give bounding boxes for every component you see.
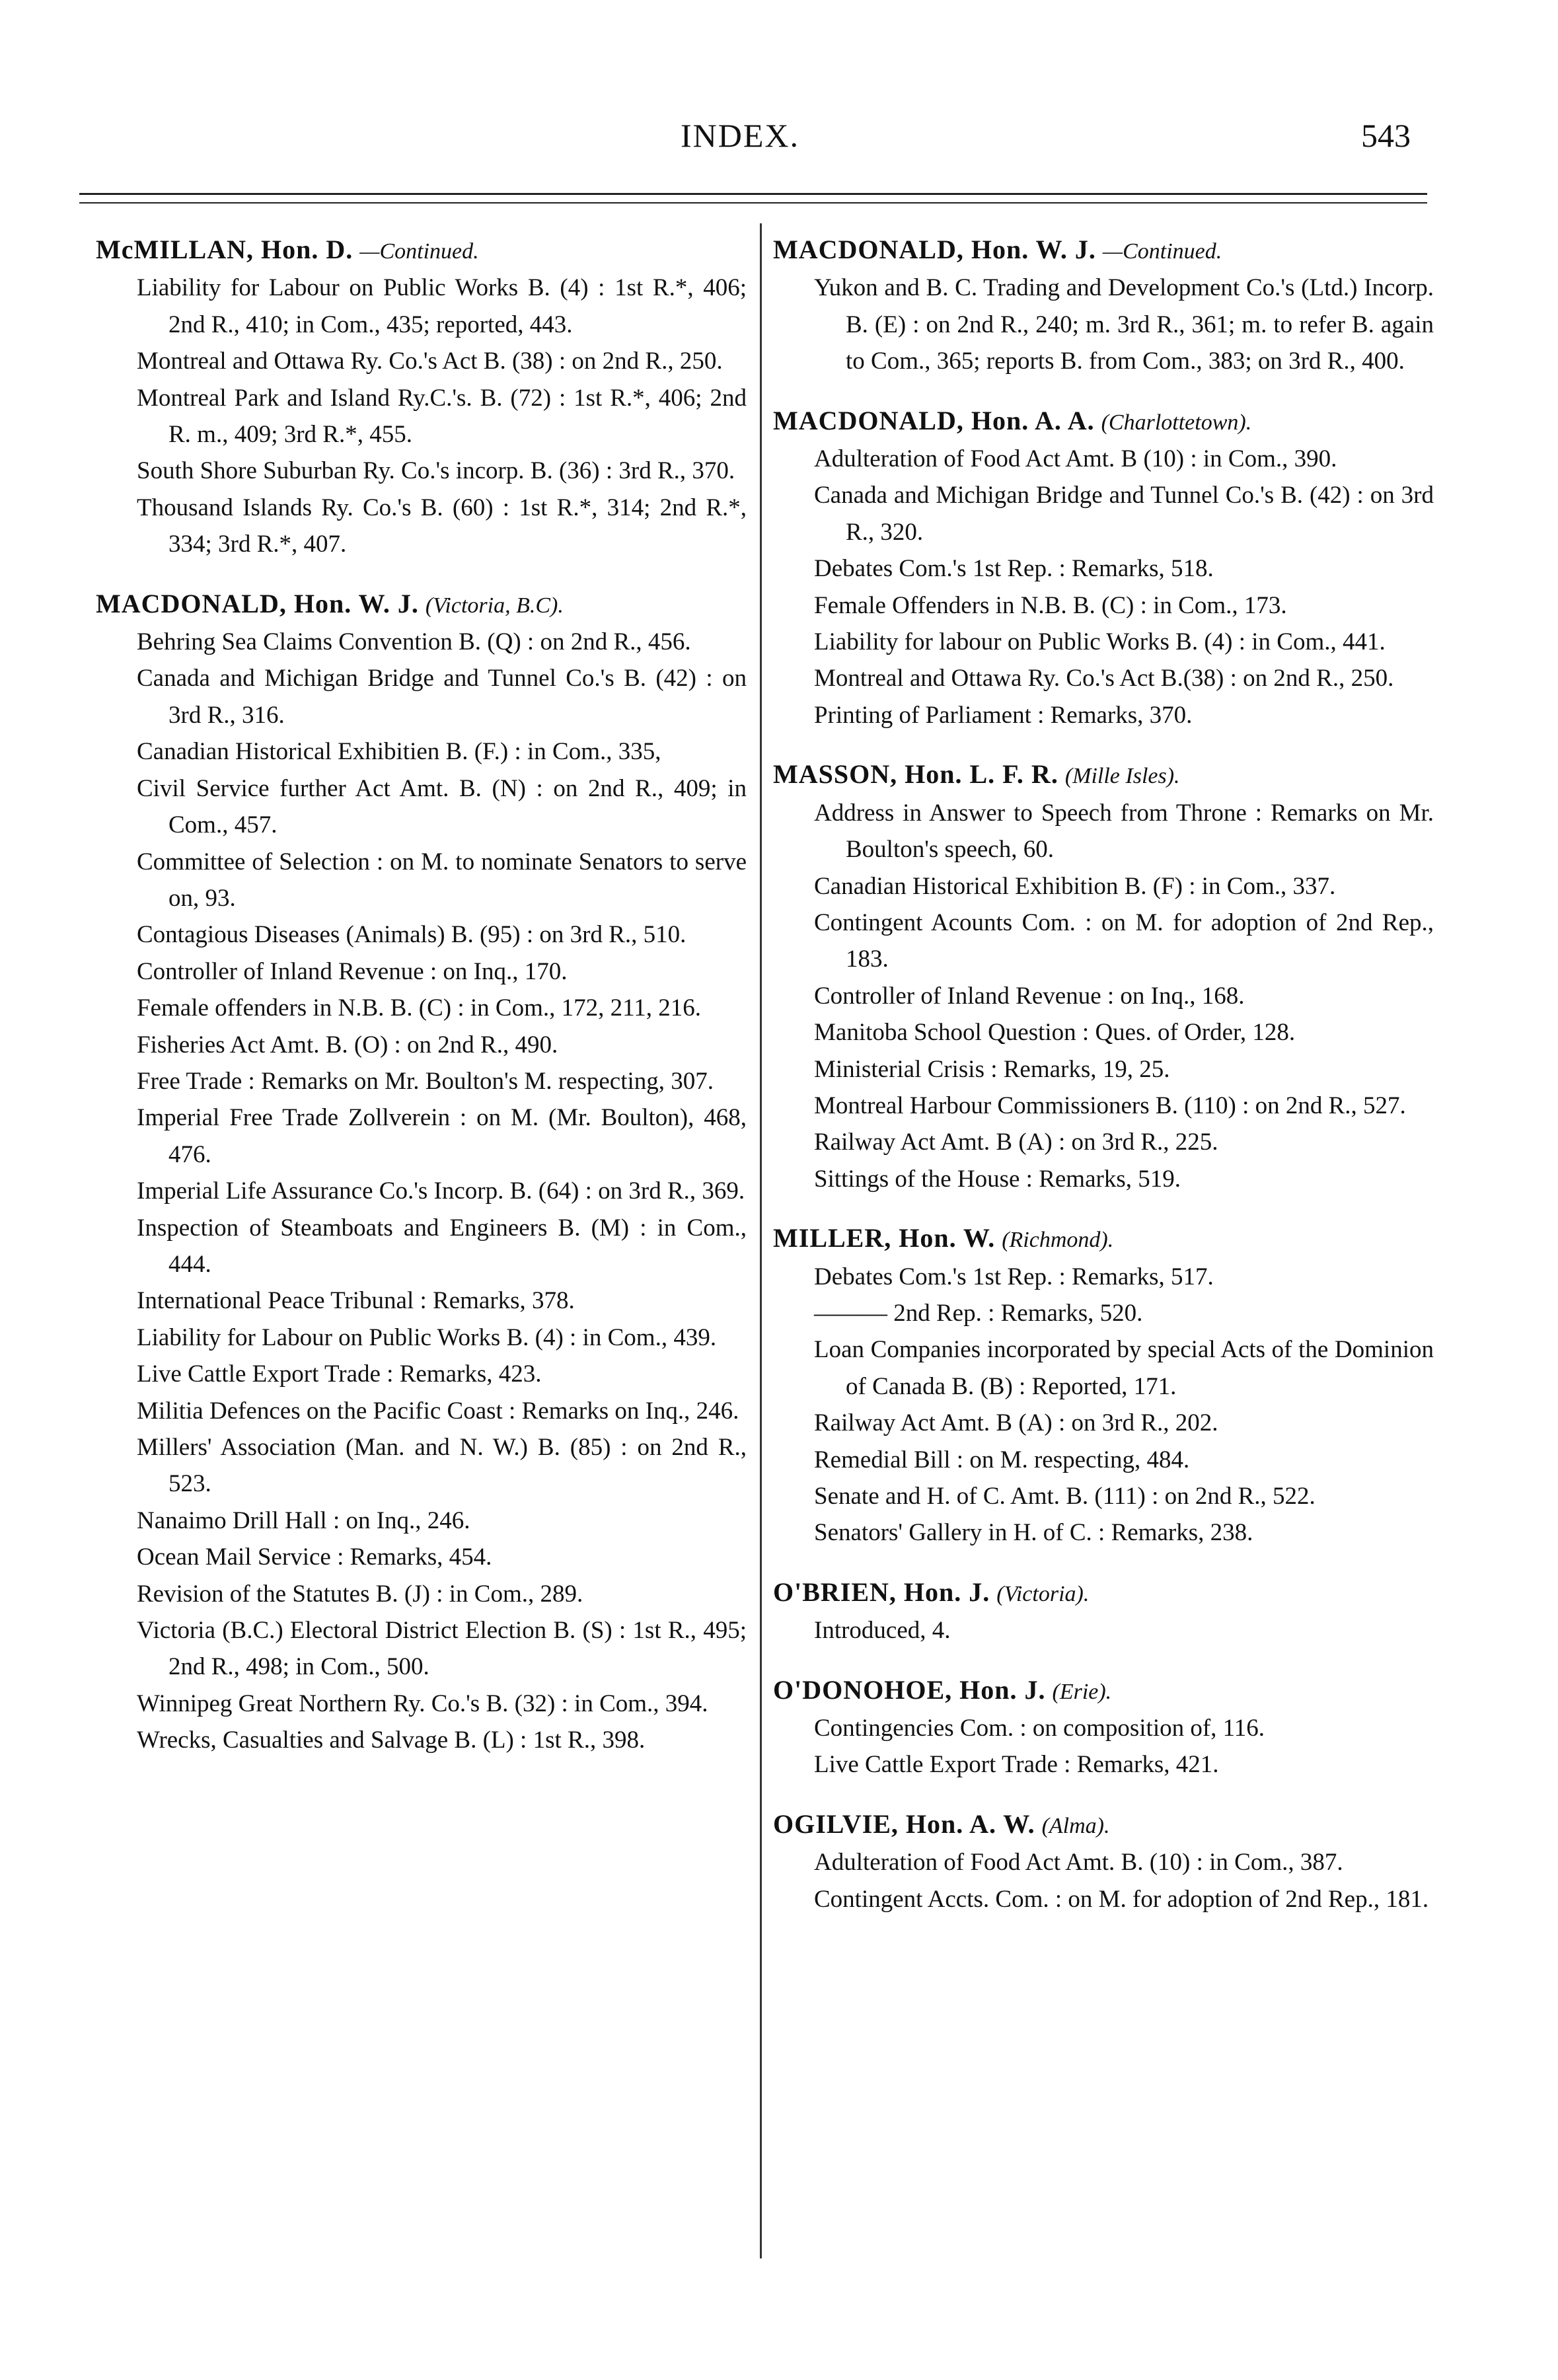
index-entry: Winnipeg Great Northern Ry. Co.'s B. (32) : in Com., 394. [137, 1690, 708, 1717]
index-entry: ——— 2nd Rep. : Remarks, 520. [814, 1299, 1143, 1327]
index-entry: Live Cattle Export Trade : Remarks, 421. [814, 1751, 1219, 1779]
heading-context: (Mille Isles). [1064, 764, 1180, 789]
index-entry: Liability for labour on Public Works B. (4) : in Com., 441. [814, 628, 1386, 656]
index-entry: Montreal Park and Island Ry.C.'s. B. (72) : 1st R.*, 406; 2nd R. m., 409; 3rd R.*, 455. [137, 384, 747, 449]
heading-name: OGILVIE, Hon. A. W. [773, 1808, 1035, 1839]
heading-context: (Charlottetown). [1101, 410, 1252, 435]
column-divider [760, 223, 762, 2258]
index-entry: Controller of Inland Revenue : on Inq., 168. [814, 982, 1245, 1010]
index-entry: Controller of Inland Revenue : on Inq., 170. [137, 957, 568, 985]
heading-name: MILLER, Hon. W. [773, 1223, 996, 1253]
index-entry: Inspection of Steamboats and Engineers B. (M) : in Com., 444. [137, 1214, 747, 1278]
heading-name: O'BRIEN, Hon. J. [773, 1577, 990, 1607]
index-entry: Thousand Islands Ry. Co.'s B. (60) : 1st R.*, 314; 2nd R.*, 334; 3rd R.*, 407. [137, 494, 747, 558]
heading-context: (Victoria). [996, 1581, 1090, 1606]
index-entry: Canada and Michigan Bridge and Tunnel Co.'s B. (42) : on 3rd R., 316. [137, 665, 747, 729]
index-entry: South Shore Suburban Ry. Co.'s incorp. B. (36) : 3rd R., 370. [137, 457, 735, 485]
heading-name: MACDONALD, Hon. A. A. [773, 405, 1095, 435]
index-entry: Senate and H. of C. Amt. B. (111) : on 2nd R., 522. [814, 1483, 1316, 1510]
index-entry: Behring Sea Claims Convention B. (Q) : on 2nd R., 456. [137, 628, 691, 656]
index-entry: International Peace Tribunal : Remarks, 378. [137, 1287, 575, 1315]
index-entry: Railway Act Amt. B (A) : on 3rd R., 225. [814, 1129, 1218, 1156]
header-rule-top [79, 193, 1427, 195]
index-entry: Debates Com.'s 1st Rep. : Remarks, 518. [814, 555, 1214, 583]
index-heading [773, 402, 1434, 441]
index-entry: Revision of the Statutes B. (J) : in Com., 289. [137, 1580, 583, 1608]
heading-name: O'DONOHOE, Hon. J. [773, 1674, 1046, 1705]
index-entry: Montreal and Ottawa Ry. Co.'s Act B. (38) : on 2nd R., 250. [137, 348, 723, 375]
index-entry: Female Offenders in N.B. B. (C) : in Com., 173. [814, 591, 1287, 619]
index-entry: Committee of Selection : on M. to nominate Senators to serve on, 93. [137, 848, 747, 912]
right-column [773, 231, 1434, 1917]
index-entry: Ocean Mail Service : Remarks, 454. [137, 1543, 492, 1571]
heading-context: (Alma). [1041, 1813, 1110, 1838]
heading-name: MASSON, Hon. L. F. R. [773, 759, 1058, 790]
index-entry: Canadian Historical Exhibition B. (F) : in Com., 337. [814, 872, 1336, 900]
index-entry: Manitoba School Question : Ques. of Order, 128. [814, 1019, 1296, 1047]
index-entry: Railway Act Amt. B (A) : on 3rd R., 202. [814, 1409, 1218, 1437]
index-entry: Introduced, 4. [814, 1617, 951, 1645]
heading-context: (Erie). [1052, 1679, 1112, 1704]
index-entry: Address in Answer to Speech from Throne : Remarks on Mr. Boulton's speech, 60. [814, 799, 1434, 864]
heading-name: MACDONALD, Hon. W. J. [773, 235, 1096, 264]
index-entry: Ministerial Crisis : Remarks, 19, 25. [814, 1055, 1170, 1083]
index-heading [773, 756, 1434, 794]
index-heading [773, 1220, 1434, 1258]
index-entry: Live Cattle Export Trade : Remarks, 423. [137, 1360, 542, 1388]
index-heading [773, 231, 1434, 270]
index-entry: Montreal Harbour Commissioners B. (110) : on 2nd R., 527. [814, 1092, 1406, 1119]
index-entry: Millers' Association (Man. and N. W.) B. (85) : on 2nd R., 523. [137, 1434, 747, 1498]
index-entry: Wrecks, Casualties and Salvage B. (L) : 1st R., 398. [137, 1727, 646, 1754]
index-entry: Liability for Labour on Public Works B. (4) : in Com., 439. [137, 1323, 717, 1351]
index-heading [773, 1672, 1434, 1710]
page-header [0, 116, 1558, 163]
index-entry: Contingencies Com. : on composition of, 116. [814, 1715, 1265, 1742]
header-rule-bottom [79, 202, 1427, 204]
index-entry: Adulteration of Food Act Amt. B. (10) : in Com., 387. [814, 1849, 1343, 1877]
index-entry: Debates Com.'s 1st Rep. : Remarks, 517. [814, 1263, 1214, 1290]
page-number: 543 [1361, 117, 1411, 154]
index-heading [96, 585, 747, 624]
heading-name: MACDONALD, Hon. W. J. [96, 588, 419, 618]
heading-context: (Victoria, B.C). [425, 593, 564, 618]
index-entry: Imperial Free Trade Zollverein : on M. (Mr. Boulton), 468, 476. [137, 1104, 747, 1168]
index-entry: Loan Companies incorporated by special Acts of the Dominion of Canada B. (B) : Reported, 171. [814, 1336, 1434, 1400]
index-entry: Adulteration of Food Act Amt. B (10) : in Com., 390. [814, 445, 1337, 473]
index-entry: Canada and Michigan Bridge and Tunnel Co.'s B. (42) : on 3rd R., 320. [814, 482, 1434, 546]
index-entry: Contingent Acounts Com. : on M. for adoption of 2nd Rep., 183. [814, 909, 1434, 973]
index-entry: Free Trade : Remarks on Mr. Boulton's M. respecting, 307. [137, 1067, 714, 1095]
index-entry: Female offenders in N.B. B. (C) : in Com., 172, 211, 216. [137, 994, 702, 1022]
index-entry: Printing of Parliament : Remarks, 370. [814, 701, 1193, 729]
heading-context: —Continued. [359, 239, 479, 264]
index-entry: Nanaimo Drill Hall : on Inq., 246. [137, 1506, 470, 1534]
index-entry: Contagious Diseases (Animals) B. (95) : on 3rd R., 510. [137, 921, 686, 949]
index-entry: Yukon and B. C. Trading and Development Co.'s (Ltd.) Incorp. B. (E) : on 2nd R., 240; m. 3rd R., 361; m. to refer B. again to Com., 365; reports B. from Com., 383; on 3rd R., 400. [814, 274, 1434, 375]
left-column [96, 231, 747, 1759]
page-title: INDEX. [681, 117, 800, 154]
index-entry: Senators' Gallery in H. of C. : Remarks, 238. [814, 1519, 1253, 1547]
index-entry: Contingent Accts. Com. : on M. for adoption of 2nd Rep., 181. [814, 1885, 1429, 1913]
heading-context: (Richmond). [1002, 1228, 1114, 1253]
index-heading [773, 1806, 1434, 1844]
index-entry: Civil Service further Act Amt. B. (N) : on 2nd R., 409; in Com., 457. [137, 774, 747, 839]
index-entry: Montreal and Ottawa Ry. Co.'s Act B.(38) : on 2nd R., 250. [814, 665, 1394, 692]
index-entry: Victoria (B.C.) Electoral District Election B. (S) : 1st R., 495; 2nd R., 498; in Com., 500. [137, 1617, 747, 1681]
index-heading [96, 231, 747, 270]
index-entry: Remedial Bill : on M. respecting, 484. [814, 1446, 1190, 1473]
index-entry: Militia Defences on the Pacific Coast : Remarks on Inq., 246. [137, 1397, 739, 1425]
index-entry: Canadian Historical Exhibitien B. (F.) : in Com., 335, [137, 738, 661, 766]
index-entry: Fisheries Act Amt. B. (O) : on 2nd R., 490. [137, 1031, 558, 1059]
index-entry: Liability for Labour on Public Works B. (4) : 1st R.*, 406; 2nd R., 410; in Com., 435; reported, 443. [137, 274, 747, 338]
index-entry: Sittings of the House : Remarks, 519. [814, 1165, 1181, 1193]
heading-name: McMILLAN, Hon. D. [96, 235, 353, 264]
index-entry: Imperial Life Assurance Co.'s Incorp. B. (64) : on 3rd R., 369. [137, 1177, 745, 1205]
index-heading [773, 1574, 1434, 1612]
heading-context: —Continued. [1102, 239, 1222, 264]
